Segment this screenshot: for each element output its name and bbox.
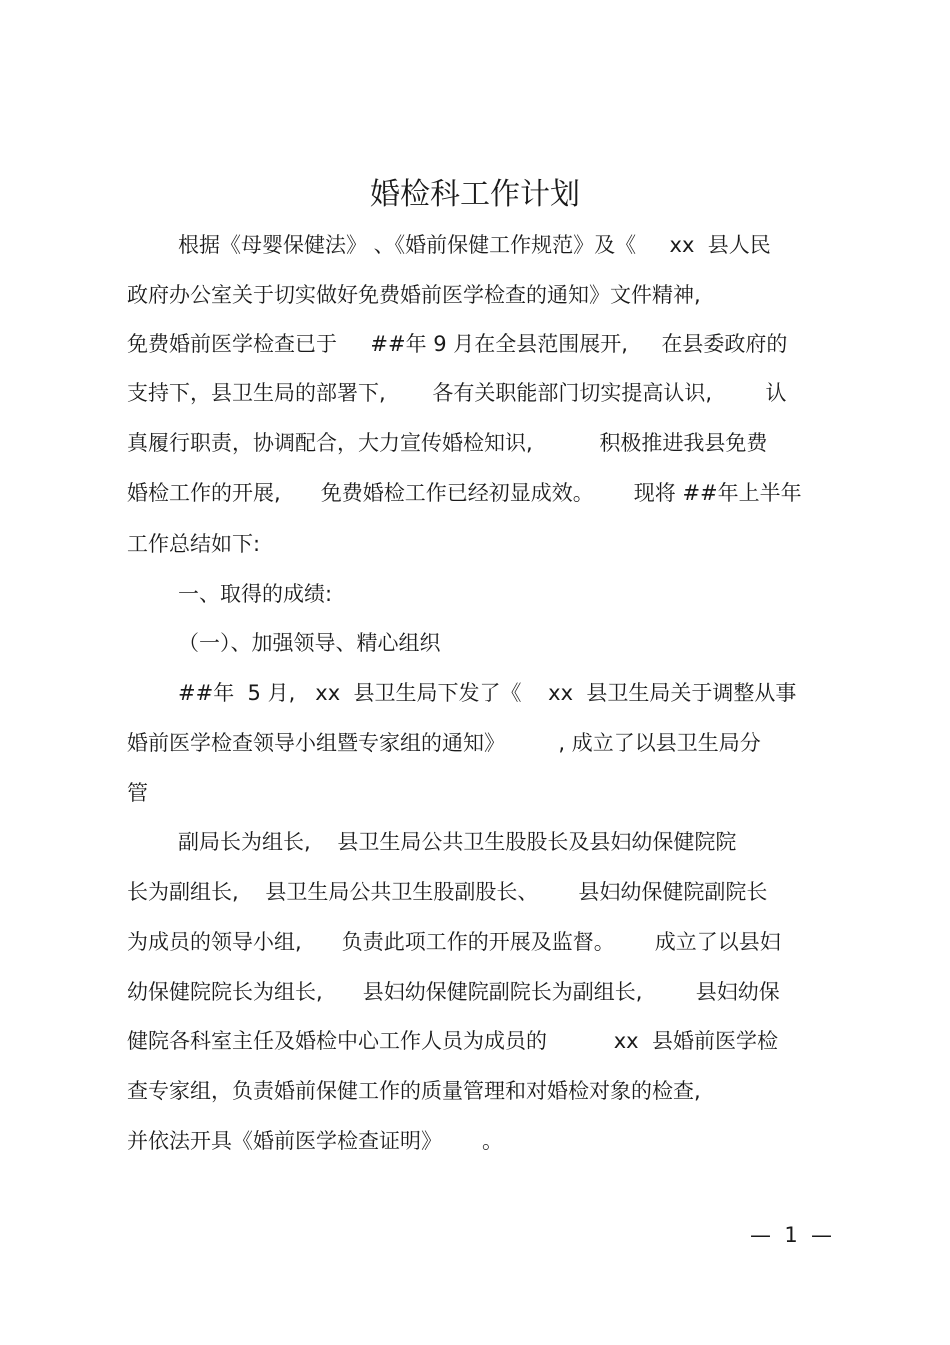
body-line: 婚检工作的开展, 免费婚检工作已经初显成效。 现将 ##年上半年	[127, 481, 802, 505]
subsection-heading: （一）、加强领导、精心组织	[178, 631, 441, 655]
document-title: 婚检科工作计划	[370, 177, 580, 212]
body-line: 管	[127, 781, 148, 805]
body-line: ##年 5 月, xx 县卫生局下发了《 xx 县卫生局关于调整从事	[178, 681, 797, 705]
body-line: 真履行职责，协调配合，大力宣传婚检知识, 积极推进我县免费	[127, 431, 768, 455]
body-line: 婚前医学检查领导小组暨专家组的通知》 , 成立了以县卫生局分	[127, 731, 761, 755]
body-line: 并依法开具《婚前医学检查证明》 。	[127, 1129, 504, 1153]
body-line: 幼保健院院长为组长, 县妇幼保健院副院长为副组长, 县妇幼保	[127, 980, 780, 1004]
body-line: 查专家组，负责婚前保健工作的质量管理和对婚检对象的检查,	[127, 1079, 701, 1103]
body-line: 为成员的领导小组, 负责此项工作的开展及监督。 成立了以县妇	[127, 930, 781, 954]
body-line: 根据《母婴保健法》 、《婚前保健工作规范》及《 xx 县人民	[178, 233, 771, 257]
body-line: 政府办公室关于切实做好免费婚前医学检查的通知》文件精神,	[127, 283, 701, 307]
body-line: 免费婚前医学检查已于 ##年 9 月在全县范围展开, 在县委政府的	[127, 332, 788, 356]
body-line: 副局长为组长, 县卫生局公共卫生股股长及县妇幼保健院院	[178, 830, 737, 854]
section-heading: 一、取得的成绩:	[178, 582, 333, 606]
body-line: 健院各科室主任及婚检中心工作人员为成员的 xx 县婚前医学检	[127, 1029, 778, 1053]
body-line: 工作总结如下:	[127, 532, 261, 556]
body-line: 支持下，县卫生局的部署下, 各有关职能部门切实提高认识, 认	[127, 381, 787, 405]
page-number: — 1 —	[750, 1223, 833, 1247]
body-line: 长为副组长, 县卫生局公共卫生股副股长、 县妇幼保健院副院长	[127, 880, 768, 904]
